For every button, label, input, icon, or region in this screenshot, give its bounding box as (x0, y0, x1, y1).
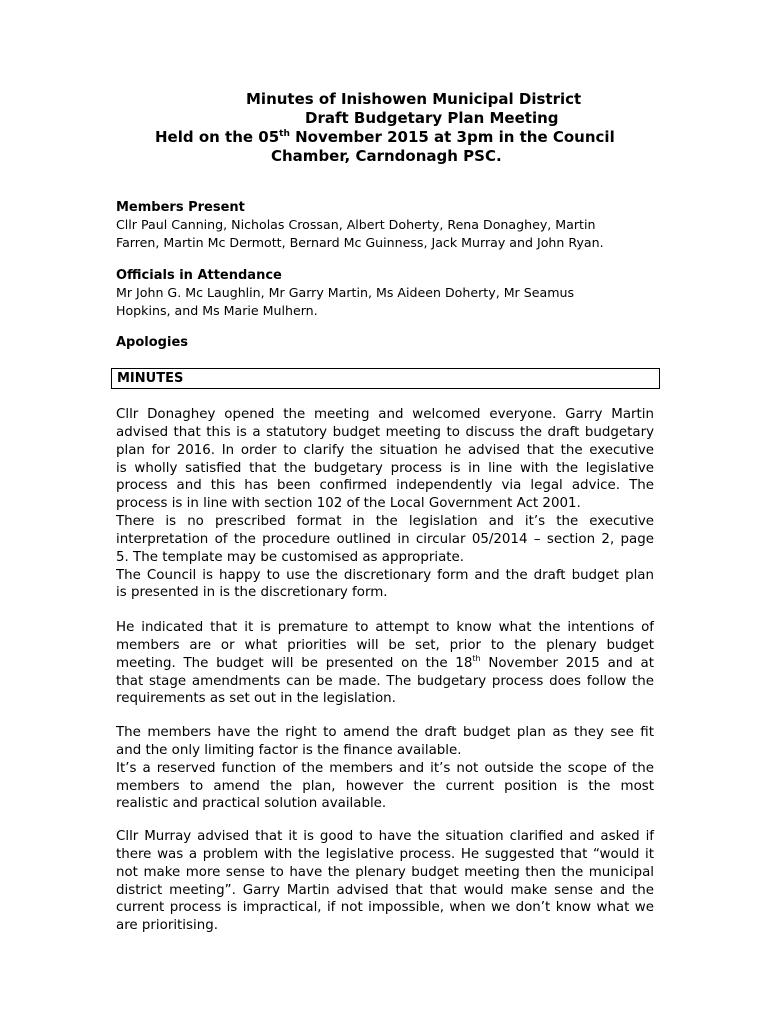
body-line: district meeting”. Garry Martin advised that that would make sense and the (116, 882, 654, 898)
body-line: There is no prescribed format in the legislation and it’s the executive (116, 514, 654, 530)
body-line: The Council is happy to use the discretionary form and the draft budget plan (116, 567, 654, 583)
officials-line: Mr John G. Mc Laughlin, Mr Garry Martin, Ms Aideen Doherty, Mr Seamus (116, 285, 575, 300)
body-section-3 (116, 724, 654, 813)
body-section-2 (116, 619, 654, 708)
body-line: Cllr Murray advised that it is good to have the situation clarified and asked if (116, 829, 654, 844)
body-line: 5. The template may be customised as appropriate. (116, 549, 465, 565)
title-line-4: Chamber, Carndonagh PSC. (271, 147, 502, 165)
body-line: that stage amendments can be made. The budgetary process does follow the (116, 673, 654, 689)
apologies-heading: Apologies (116, 335, 189, 350)
minutes-heading: MINUTES (117, 371, 184, 386)
members-present-heading: Members Present (116, 200, 245, 215)
body-line: and the only limiting factor is the finance available. (116, 742, 462, 758)
body-line: current process is impractical, if not impossible, when we don’t know what we (116, 900, 654, 916)
members-present-list (116, 216, 664, 251)
body-line: plan for 2016. In order to clarify the situation he advised that the executive (116, 442, 654, 458)
officials-list (116, 284, 664, 319)
body-line: are prioritising. (116, 918, 218, 934)
body-line: members are or what priorities will be set, prior to the plenary budget (116, 637, 654, 653)
body-section-4 (116, 828, 654, 935)
body-line: It’s a reserved function of the members and it’s not outside the scope of the (116, 760, 654, 776)
body-line: meeting. The budget will be presented on the 18th November 2015 and at (116, 653, 654, 671)
body-line: interpretation of the procedure outlined in circular 05/2014 – section 2, page (116, 531, 654, 547)
body-line: realistic and practical solution available. (116, 796, 387, 812)
body-line: is presented in is the discretionary form. (116, 585, 388, 601)
officials-heading: Officials in Attendance (116, 268, 282, 283)
body-line: requirements as set out in the legislation. (116, 691, 396, 707)
members-line: Cllr Paul Canning, Nicholas Crossan, Albert Doherty, Rena Donaghey, Martin (116, 217, 596, 232)
title-line-2: Draft Budgetary Plan Meeting (305, 109, 559, 127)
minutes-heading-box (111, 368, 660, 389)
title-line-1: Minutes of Inishowen Municipal District (246, 90, 582, 108)
title-line-3: Held on the 05th November 2015 at 3pm in the Council (155, 128, 615, 146)
body-line: He indicated that it is premature to attempt to know what the intentions of (116, 620, 654, 635)
body-line: The members have the right to amend the draft budget plan as they see fit (116, 725, 654, 740)
members-line: Farren, Martin Mc Dermott, Bernard Mc Guinness, Jack Murray and John Ryan. (116, 234, 604, 250)
body-line: process is in line with section 102 of the Local Government Act 2001. (116, 496, 581, 512)
body-line: Cllr Donaghey opened the meeting and welcomed everyone. Garry Martin (116, 407, 654, 422)
officials-line: Hopkins, and Ms Marie Mulhern. (116, 302, 318, 318)
body-line: advised that this is a statutory budget meeting to discuss the draft budgetary (116, 424, 654, 440)
body-line: there was a problem with the legislative process. He suggested that “would it (116, 846, 654, 862)
body-line: members to amend the plan, however the current position is the most (116, 778, 654, 794)
body-line: not make more sense to have the plenary budget meeting then the municipal (116, 864, 654, 880)
body-section-1 (116, 406, 654, 602)
body-line: process and this has been confirmed independently via legal advice. The (116, 478, 654, 494)
body-line: is wholly satisfied that the budgetary process is in line with the legislative (116, 460, 654, 476)
